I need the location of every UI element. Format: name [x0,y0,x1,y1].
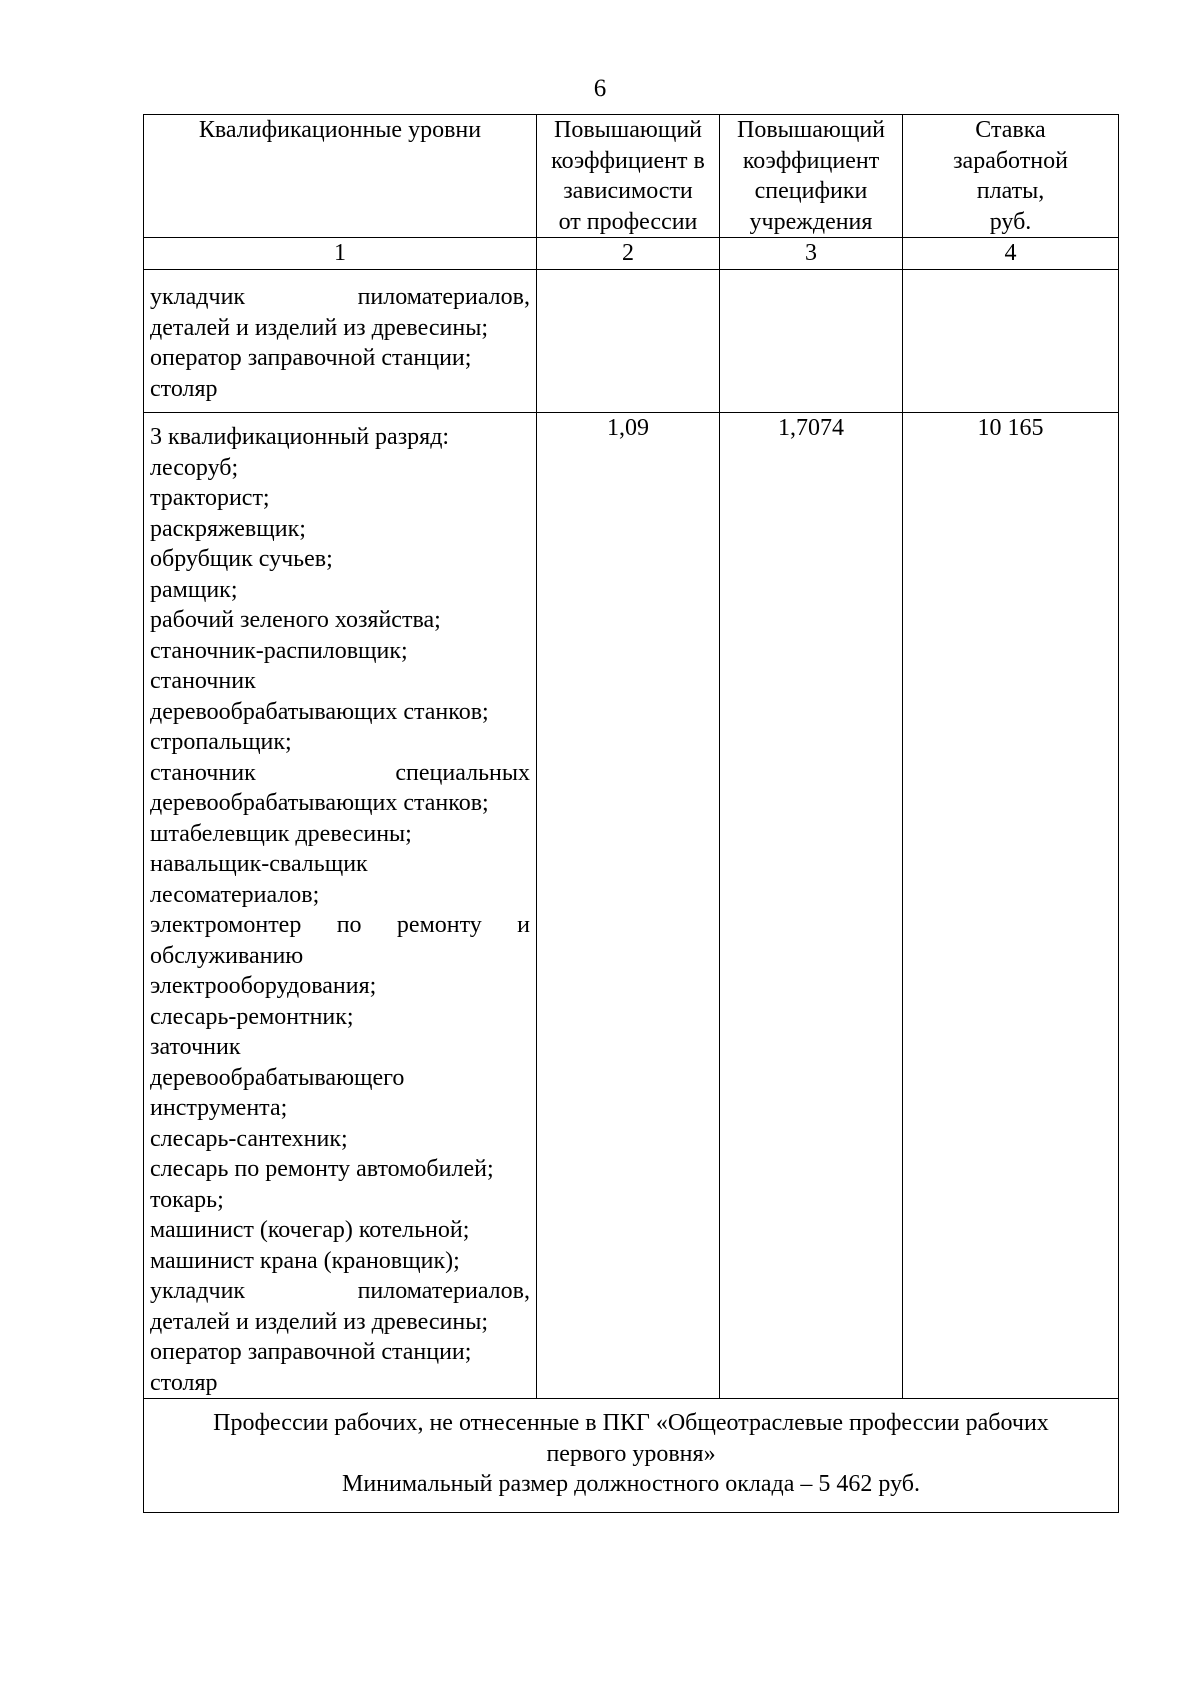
profession-line: лесоматериалов; [150,881,320,908]
profession-line: станочник [150,668,256,694]
header-text: заработной [953,147,1068,174]
header-text: зависимости [563,178,693,204]
profession-line: слесарь-сантехник; [150,1125,348,1152]
empty-cell [537,270,720,413]
profession-line: тракторист; [150,485,270,511]
profession-line: деревообрабатывающего [150,1064,405,1091]
header-coef-institution [720,115,903,238]
profession-line: слесарь-ремонтник; [150,1003,354,1030]
profession-line: столяр [150,375,218,402]
profession-line: электромонтер по ремонту и [150,912,530,938]
profession-line: обслуживанию [150,942,304,969]
profession-line: оператор заправочной станции; [150,345,472,371]
profession-line: столяр [150,1369,218,1396]
header-text: руб. [989,208,1032,235]
header-text: специфики [754,178,868,204]
profession-line: заточник [150,1034,241,1060]
profession-line: инструмента; [150,1095,288,1121]
profession-line: деревообрабатывающих станков; [150,698,489,725]
salary-table [143,114,1119,1513]
profession-line: рамщик; [150,576,238,603]
profession-line: рабочий зеленого хозяйства; [150,607,441,633]
profession-line: оператор заправочной станции; [150,1339,472,1365]
header-text: Повышающий [736,117,886,143]
grade3-professions [144,413,537,1399]
continuation-professions [144,270,537,413]
column-number: 1 [144,238,537,270]
profession-line: укладчик пиломатериалов, [150,1278,530,1304]
profession-line: машинист (кочегар) котельной; [150,1217,470,1243]
header-text: платы, [976,178,1045,204]
empty-cell [720,270,903,413]
profession-line: лесоруб; [150,454,239,481]
profession-line: деревообрабатывающих станков; [150,790,489,816]
header-coef-profession [537,115,720,238]
page-number: 6 [593,75,607,102]
profession-line: 3 квалификационный разряд: [150,424,450,450]
column-number: 2 [537,238,720,270]
profession-line: деталей и изделий из древесины; [150,314,489,341]
footer-note [144,1399,1119,1513]
table-header-row [144,115,1119,238]
header-text: от профессии [558,208,698,235]
header-text: учреждения [749,208,873,235]
profession-line: станочник специальных [150,759,530,786]
profession-line: укладчик пиломатериалов, [150,284,530,310]
coef-institution-value: 1,7074 [720,413,903,1399]
header-qualification-levels [144,115,537,238]
profession-line: навальщик-свальщик [150,851,368,877]
profession-line: штабелевщик древесины; [150,820,412,847]
profession-line: стропальщик; [150,729,292,755]
header-salary [903,115,1119,238]
footer-line: первого уровня» [546,1440,716,1467]
column-number-row [144,238,1119,270]
grade3-row [144,413,1119,1399]
profession-line: раскряжевщик; [150,515,306,542]
header-text: Квалификационные уровни [198,117,482,143]
salary-value: 10 165 [903,413,1119,1399]
footer-row [144,1399,1119,1513]
column-number: 3 [720,238,903,270]
profession-line: обрубщик сучьев; [150,546,333,572]
profession-line: деталей и изделий из древесины; [150,1308,489,1335]
profession-line: машинист крана (крановщик); [150,1247,460,1274]
column-number: 4 [903,238,1119,270]
profession-line: токарь; [150,1186,224,1213]
header-text: Повышающий [553,117,703,143]
empty-cell [903,270,1119,413]
coef-profession-value: 1,09 [537,413,720,1399]
footer-line: Минимальный размер должностного оклада – 5 462 руб. [342,1471,920,1497]
continuation-row [144,270,1119,413]
header-text: Ставка [975,117,1046,143]
profession-line: слесарь по ремонту автомобилей; [150,1156,494,1182]
footer-line: Профессии рабочих, не отнесенные в ПКГ «Общеотраслевые профессии рабочих [213,1410,1049,1436]
header-text: коэффициент в [551,147,705,174]
profession-line: станочник-распиловщик; [150,637,408,664]
header-text: коэффициент [742,147,880,174]
profession-line: электрооборудования; [150,973,377,999]
